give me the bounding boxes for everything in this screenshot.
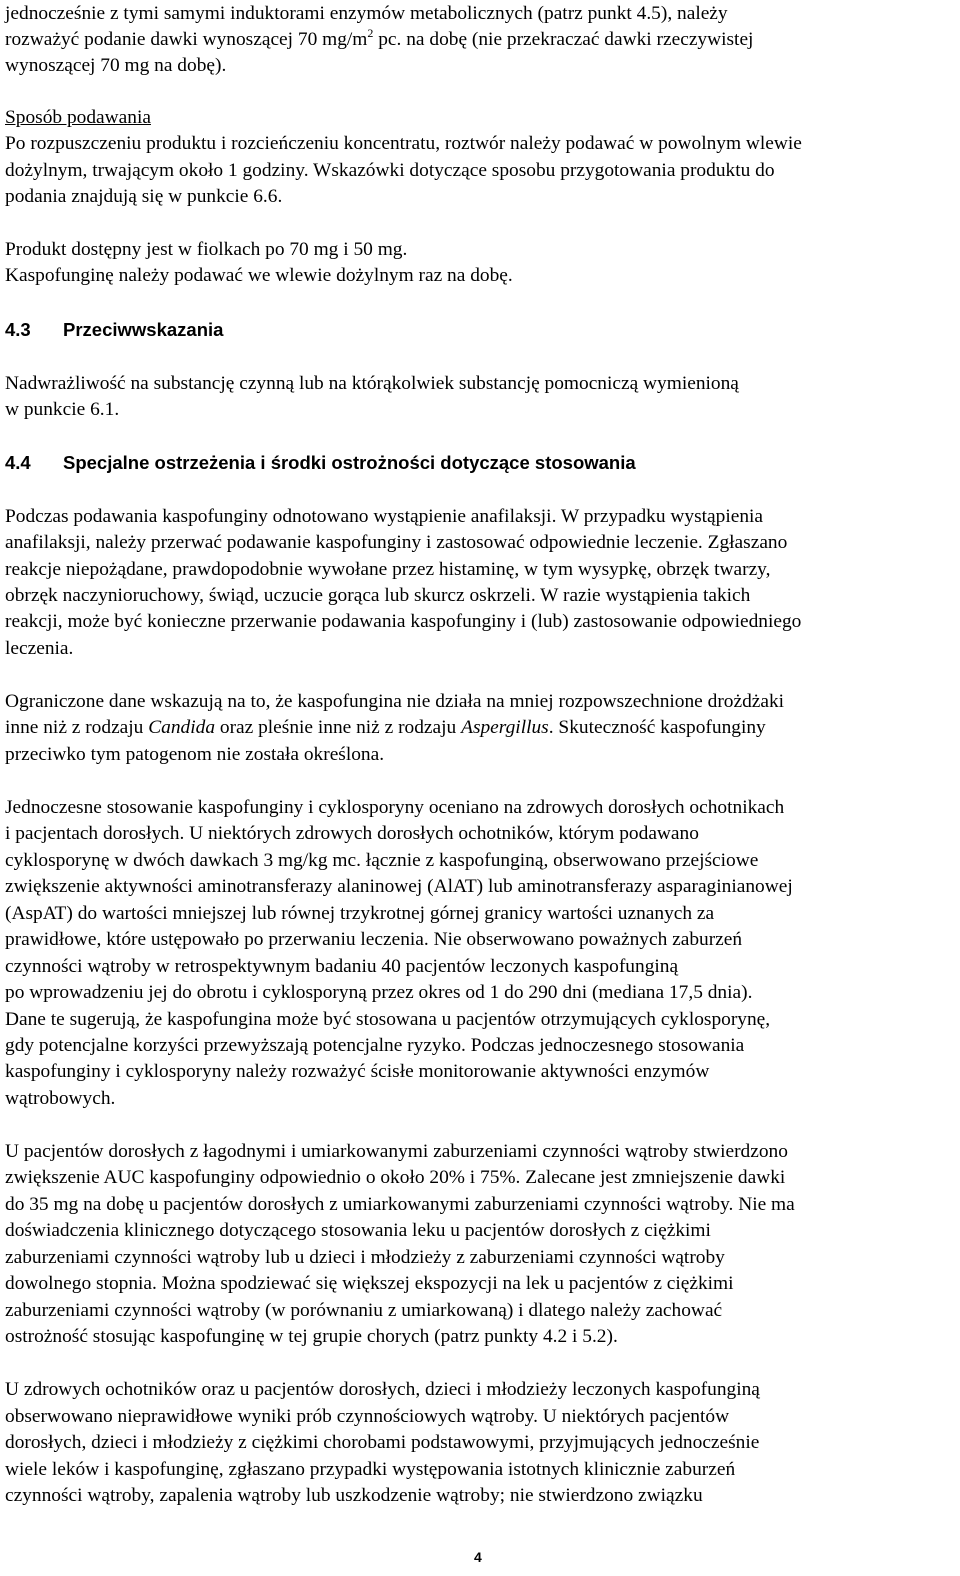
- paragraph-line: do 35 mg na dobę u pacjentów dorosłych z umiarkowanymi zaburzeniami czynności wątroby. Nie ma: [5, 1194, 795, 1215]
- page-number: 4: [474, 1549, 482, 1565]
- section-4-4-heading: [5, 450, 636, 476]
- section-title: Specjalne ostrzeżenia i środki ostrożności dotyczące stosowania: [63, 452, 636, 473]
- section-number: 4.4: [5, 452, 31, 473]
- paragraph-line: U zdrowych ochotników oraz u pacjentów dorosłych, dzieci i młodzieży leczonych kaspofunginą: [5, 1379, 760, 1400]
- paragraph-line: U pacjentów dorosłych z łagodnymi i umiarkowanymi zaburzeniami czynności wątroby stwierdzono: [5, 1141, 788, 1162]
- paragraph-line: Dane te sugerują, że kaspofungina może być stosowana u pacjentów otrzymujących cyklosporynę,: [5, 1009, 771, 1030]
- availability-line: Produkt dostępny jest w fiolkach po 70 mg i 50 mg.: [5, 239, 408, 260]
- paragraph-line: wiele leków i kaspofunginę, zgłaszano przypadki występowania istotnych klinicznie zaburzeń: [5, 1459, 736, 1480]
- paragraph-line: Podczas podawania kaspofunginy odnotowano wystąpienie anafilaksji. W przypadku wystąpienia: [5, 506, 764, 527]
- paragraph-line: zaburzeniami czynności wątroby (w porównaniu z umiarkowaną) i dlatego należy zachować: [5, 1300, 723, 1321]
- paragraph-line: dorosłych, dzieci i młodzieży z ciężkimi chorobami podstawowymi, przyjmujących jednocześnie: [5, 1432, 760, 1453]
- paragraph-line: Ograniczone dane wskazują na to, że kaspofungina nie działa na mniej rozpowszechnione drożdżaki: [5, 691, 785, 712]
- intro-line-1: jednocześnie z tymi samymi induktorami enzymów metabolicznych (patrz punkt 4.5), należy: [5, 3, 728, 24]
- paragraph-line: i pacjentach dorosłych. U niektórych zdrowych dorosłych ochotników, którym podawano: [5, 823, 699, 844]
- administration-line: Po rozpuszczeniu produktu i rozcieńczeniu koncentratu, roztwór należy podawać w powolnym wlewie: [5, 133, 802, 154]
- paragraph-line: zwiększenie aktywności aminotransferazy alaninowej (AlAT) lub aminotransferazy asparaginianowej: [5, 876, 793, 897]
- contraindication-line: Nadwrażliwość na substancję czynną lub na którąkolwiek substancję pomocniczą wymienioną: [5, 373, 739, 394]
- paragraph-line: Jednoczesne stosowanie kaspofunginy i cyklosporyny oceniano na zdrowych dorosłych ochotnikach: [5, 797, 785, 818]
- paragraph-line: ostrożność stosując kaspofunginę w tej grupie chorych (patrz punkty 4.2 i 5.2).: [5, 1326, 618, 1347]
- paragraph-line: czynności wątroby w retrospektywnym badaniu 40 pacjentów leczonych kaspofunginą: [5, 956, 679, 977]
- paragraph-line: zaburzeniami czynności wątroby lub u dzieci i młodzieży z zaburzeniami czynności wątroby: [5, 1247, 725, 1268]
- paragraph-line: czynności wątroby, zapalenia wątroby lub uszkodzenie wątroby; nie stwierdzono związku: [5, 1485, 703, 1506]
- genus-name: Aspergillus: [461, 717, 549, 738]
- paragraph-line: przeciwko tym patogenom nie została określona.: [5, 744, 385, 765]
- paragraph-line: zwiększenie AUC kaspofunginy odpowiednio o około 20% i 75%. Zalecane jest zmniejszenie dawki: [5, 1167, 786, 1188]
- paragraph-line: reakcje niepożądane, prawdopodobnie wywołane przez histaminę, w tym wysypkę, obrzęk twarzy,: [5, 559, 771, 580]
- paragraph-line: (AspAT) do wartości mniejszej lub równej trzykrotnej górnej granicy wartości uznanych za: [5, 903, 715, 924]
- paragraph-line: obserwowano nieprawidłowe wyniki prób czynnościowych wątroby. U niektórych pacjentów: [5, 1406, 730, 1427]
- text-span: . Skuteczność kaspofunginy: [548, 717, 766, 738]
- paragraph-line: reakcji, może być konieczne przerwanie podawania kaspofunginy i (lub) zastosowanie odpowiedniego: [5, 611, 802, 632]
- paragraph-line: dowolnego stopnia. Można spodziewać się większej ekspozycji na lek u pacjentów z ciężkimi: [5, 1273, 734, 1294]
- paragraph-line: leczenia.: [5, 638, 74, 659]
- section-title: Przeciwwskazania: [63, 319, 224, 340]
- text-span: inne niż z rodzaju: [5, 717, 149, 738]
- intro-line-2-text-end: pc. na dobę (nie przekraczać dawki rzeczywistej: [373, 29, 754, 50]
- genus-name: Candida: [148, 717, 216, 738]
- superscript: 2: [367, 26, 374, 40]
- paragraph-line: wątrobowych.: [5, 1088, 116, 1109]
- section-number: 4.3: [5, 319, 31, 340]
- paragraph-line: gdy potencjalne korzyści przewyższają potencjalne ryzyko. Podczas jednoczesnego stosowania: [5, 1035, 745, 1056]
- paragraph-line: [5, 715, 766, 741]
- administration-line: podania znajdują się w punkcie 6.6.: [5, 186, 283, 207]
- text-span: oraz pleśnie inne niż z rodzaju: [215, 717, 462, 738]
- paragraph-line: anafilaksji, należy przerwać podawanie kaspofunginy i zastosować odpowiednie leczenie. Zgłaszano: [5, 532, 788, 553]
- paragraph-line: obrzęk naczynioruchowy, świąd, uczucie gorąca lub skurcz oskrzeli. W razie wystąpienia takich: [5, 585, 751, 606]
- paragraph-line: kaspofunginy i cyklosporyny należy rozważyć ścisłe monitorowanie aktywności enzymów: [5, 1061, 710, 1082]
- paragraph-line: doświadczenia klinicznego dotyczącego stosowania leku u pacjentów dorosłych z ciężkimi: [5, 1220, 711, 1241]
- paragraph-line: prawidłowe, które ustępowało po przerwaniu leczenia. Nie obserwowano poważnych zaburzeń: [5, 929, 743, 950]
- section-4-3-heading: [5, 317, 223, 343]
- intro-line-2-text: rozważyć podanie dawki wynoszącej 70 mg/m: [5, 29, 368, 50]
- paragraph-line: cyklosporynę w dwóch dawkach 3 mg/kg mc. łącznie z kaspofunginą, obserwowano przejściowe: [5, 850, 759, 871]
- administration-heading: Sposób podawania: [5, 107, 151, 128]
- contraindication-line: w punkcie 6.1.: [5, 399, 120, 420]
- administration-line: dożylnym, trwającym około 1 godziny. Wskazówki dotyczące sposobu przygotowania produktu do: [5, 160, 775, 181]
- availability-line: Kaspofunginę należy podawać we wlewie dożylnym raz na dobę.: [5, 265, 513, 286]
- intro-line-3: wynoszącej 70 mg na dobę).: [5, 55, 227, 76]
- intro-line-2: [5, 27, 753, 53]
- paragraph-line: po wprowadzeniu jej do obrotu i cyklosporyną przez okres od 1 do 290 dni (mediana 17,5 dnia).: [5, 982, 753, 1003]
